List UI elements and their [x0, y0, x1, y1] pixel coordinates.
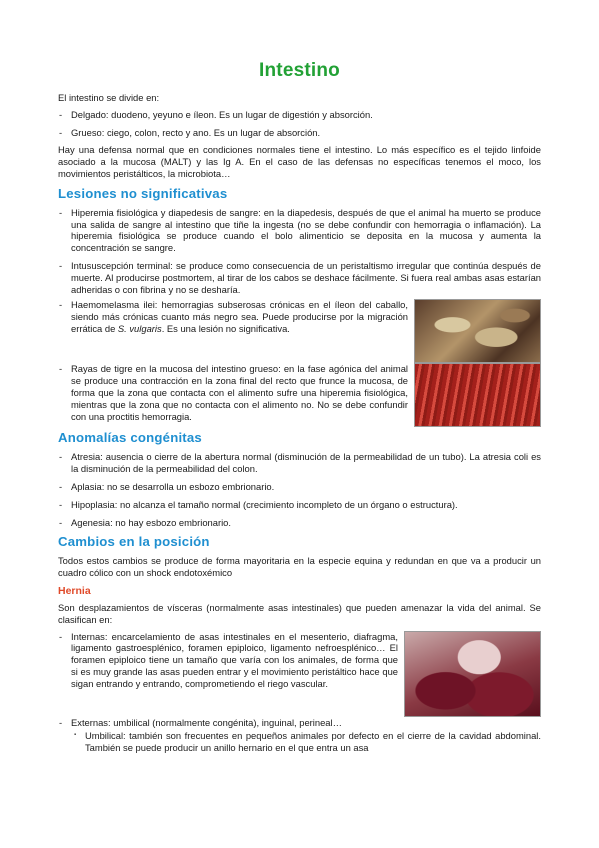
rayas-block — [58, 363, 541, 428]
externas-sublist — [71, 730, 541, 754]
section-heading-cambios: Cambios en la posición — [58, 534, 210, 550]
list-item: - Internas: encarcelamiento de asas intestinales en el mesenterio, diafragma, ligamento gastroesplénico, foramen epiploico, ligamento nefroesplénico… El foramen epiploico tiene un tamaño que varía con los animales, de forma que si es muy grande las asas pueden entrar y el movimiento peristáltico hace que sigan entrando y entrando, comprometiendo el riego vascular. — [58, 631, 398, 690]
list-item: - Grueso: ciego, colon, recto y ano. Es un lugar de absorción. — [58, 127, 541, 139]
species-name: S. vulgaris — [117, 322, 162, 334]
haemo-text-b: . Es una lesión no significativa. — [161, 322, 290, 334]
intro-text: El intestino se divide en: — [58, 92, 160, 103]
list-item: - Intususcepción terminal: se produce como consecuencia de un peristaltismo irregular que continúa después de muerte. Al producirse postmortem, al tirar de los cabos se deshace fácilmente. Si fuera real ambas asas estarían adheridas o con fibrina y no se desharía. — [58, 260, 541, 295]
internas-block — [58, 631, 541, 717]
list-item: - Rayas de tigre en la mucosa del intestino grueso: en la fase agónica del animal se produce una contracción en la zona final del recto que frunce la mucosa, de forma que la zona que contacta con el alimento sufre una hiperemia fisiológica, mientras que la zona que no contacta con el alimento no. No se debe confundir con una proctitis hemorragia. — [58, 363, 408, 422]
list-item: - Delgado: duodeno, yeyuno e íleon. Es un lugar de digestión y absorción. — [58, 109, 541, 121]
cambios-paragraph: Todos estos cambios se produce de forma mayoritaria en la especie equina y redundan en que va a producir un cuadro cólico con un shock endotoxémico — [58, 555, 541, 579]
anomalias-list — [58, 451, 541, 528]
list-item: - Aplasia: no se desarrolla un esbozo embrionario. — [58, 481, 541, 493]
list-item: - Hipoplasia: no alcanza el tamaño normal (crecimiento incompleto de un órgano o estructura). — [58, 499, 541, 511]
sub-list-item: ▪ Umbilical: también son frecuentes en pequeños animales por defecto en el cierre de la cavidad abdominal. También se puede producir un anillo hernario en el que entra un asa — [71, 730, 541, 754]
hernia-photo — [404, 631, 541, 717]
defense-paragraph: Hay una defensa normal que en condiciones normales tiene el intestino. Lo más específico es el tejido linfoide asociado a la mucosa (MALT) y las Ig A. En el caso de las defensas no específicas tenemos el moco, los movimientos peristálticos, la microbiota… — [58, 144, 541, 179]
rayas-list — [58, 363, 408, 422]
hernia-paragraph: Son desplazamientos de vísceras (normalmente asas intestinales) que pueden amenazar la vida del animal. Se clasifican en: — [58, 601, 541, 625]
list-item — [58, 299, 408, 334]
tiger-stripes-photo — [414, 363, 541, 427]
haemomelasma-block — [58, 299, 541, 363]
haemomelasma-photo — [414, 299, 541, 363]
list-item: - Agenesia: no hay esbozo embrionario. — [58, 517, 541, 529]
section-heading-anomalias: Anomalías congénitas — [58, 430, 202, 446]
lesiones-list — [58, 207, 541, 296]
page-title: Intestino — [259, 60, 340, 81]
section-heading-lesiones: Lesiones no significativas — [58, 185, 228, 201]
divisions-list — [58, 109, 541, 139]
haemo-text-a: Haemomelasma ilei: hemorragias subserosas crónicas en el íleon del caballo, siendo más crónicas cuanto más negro sea. Puede producirse por la migración errática de — [71, 299, 408, 334]
haemomelasma-list — [58, 299, 408, 334]
internas-list — [58, 631, 398, 690]
externas-list — [58, 717, 541, 754]
list-item — [58, 717, 541, 754]
list-item: - Atresia: ausencia o cierre de la abertura normal (disminución de la permeabilidad de un tubo). La atresia coli es la disminución de la permeabilidad del colon. — [58, 451, 541, 475]
subheading-hernia: Hernia — [58, 584, 91, 597]
externas-text: Externas: umbilical (normalmente congénita), inguinal, perineal… — [71, 716, 342, 728]
list-item: - Hiperemia fisiológica y diapedesis de sangre: en la diapedesis, después de que el animal ha muerto se produce una salida de sangre al intestino que tiñe la ingesta (no se debe confundir con hemorragia o inflamación). La hiperemia fisiológica se produce cuando el bolo alimenticio se deposita en la mucosa y aumenta la concentración se sangre. — [58, 207, 541, 254]
